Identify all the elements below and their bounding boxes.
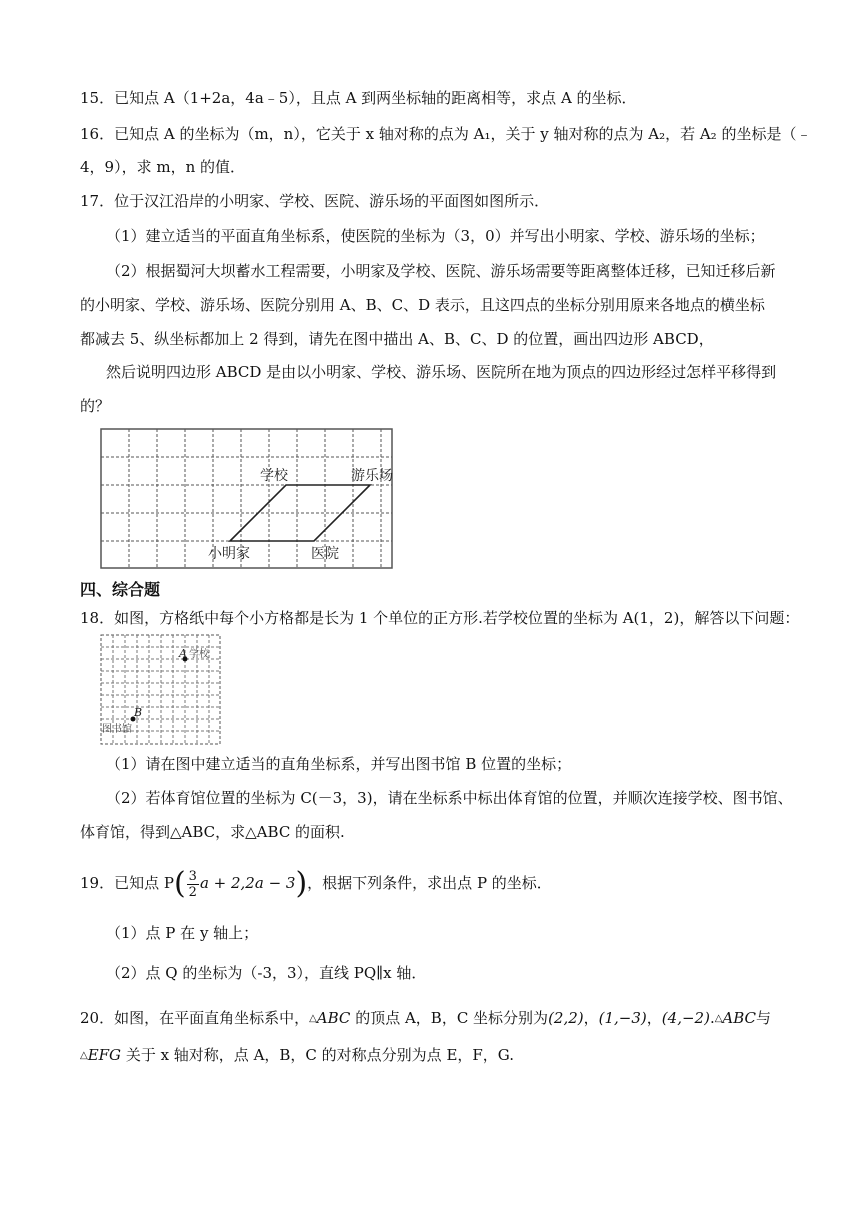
question-17-part-2-line-3: 都减去 5、纵坐标都加上 2 得到，请先在图中描出 A、B、C、D 的位置，画出四边形 ABCD， [80, 330, 714, 348]
paren-left: ( [173, 866, 186, 901]
question-16-line-1: 16．已知点 A 的坐标为（m，n），它关于 x 轴对称的点为 A₁，关于 y 轴对称的点为 A₂，若 A₂ 的坐标是（﹣ [80, 125, 812, 143]
question-20-with: 与 [756, 1009, 772, 1027]
coord-b: (1,−3) [598, 1009, 647, 1027]
question-18-line-1: 18．如图，方格纸中每个小方格都是长为 1 个单位的正方形.若学校位置的坐标为 A(1，2)，解答以下问题： [80, 609, 800, 627]
question-20-symmetry-text: 关于 x 轴对称，点 A，B，C 的对称点分别为点 E，F，G. [121, 1046, 515, 1064]
question-15: 15．已知点 A（1+2a，4a﹣5），且点 A 到两坐标轴的距离相等，求点 A 的坐标． [80, 89, 637, 107]
triangle-abc-2: ABC [722, 1009, 757, 1027]
label-park: 游乐场 [351, 468, 393, 484]
question-19-part-2: （2）点 Q 的坐标为（-3，3），直线 PQ∥x 轴． [106, 964, 427, 982]
question-19-prefix: 19．已知点 P [80, 874, 174, 892]
question-19 [80, 864, 552, 902]
figure-18-grid-map [100, 634, 222, 746]
question-19-suffix: ，根据下列条件，求出点 P 的坐标． [307, 874, 552, 892]
figure-17-grid-map [100, 428, 394, 570]
question-20-intro: 20．如图，在平面直角坐标系中， [80, 1009, 310, 1027]
question-16-line-2: 4，9），求 m，n 的值． [80, 158, 246, 176]
question-17-part-2-line-1: （2）根据蜀河大坝蓄水工程需要，小明家及学校、医院、游乐场需要等距离整体迁移，已知迁移后新 [106, 262, 776, 280]
fraction-three-halves [187, 869, 199, 900]
question-20-line-2 [80, 1045, 514, 1066]
label-hospital: 医院 [311, 546, 339, 562]
label-school: 学校 [260, 468, 288, 484]
question-18-part-1: （1）请在图中建立适当的直角坐标系，并写出图书馆 B 位置的坐标； [106, 755, 572, 773]
question-17-line-1: 17．位于汉江沿岸的小明家、学校、医院、游乐场的平面图如图所示． [80, 192, 550, 210]
triangle-symbol-3: △ [80, 1050, 88, 1061]
question-17-part-1: （1）建立适当的平面直角坐标系，使医院的坐标为（3，0）并写出小明家、学校、游乐场的坐标； [106, 227, 765, 245]
coord-c: (4,−2) [661, 1009, 710, 1027]
question-18-part-2-line-2: 体育馆，得到△ABC，求△ABC 的面积. [80, 823, 345, 841]
triangle-symbol: △ [309, 1013, 317, 1024]
question-20-line-1: 20．如图，在平面直角坐标系中，△ABC 的顶点 A，B，C 坐标分别为(2,2)，(1,−3)，(4,−2).△ABC与 [80, 1009, 772, 1027]
frac-numerator: 3 [188, 868, 197, 884]
question-18-part-2-line-1: （2）若体育馆位置的坐标为 C(－3，3)，请在坐标系中标出体育馆的位置，并顺次连接学校、图书馆、 [106, 789, 793, 807]
question-17-part-2-line-5: 的？ [80, 397, 111, 415]
question-20-vertices-text: 的顶点 A，B，C 坐标分别为 [350, 1009, 549, 1027]
triangle-symbol-2: △ [714, 1013, 723, 1024]
label-school-18: 学校 [189, 649, 209, 660]
triangle-efg: EFG [87, 1046, 122, 1064]
question-17-part-2-line-2: 的小明家、学校、游乐场、医院分别用 A、B、C、D 表示，且这四点的坐标分别用原来各地点的横坐标 [80, 296, 765, 314]
question-17-part-2-line-4: 然后说明四边形 ABCD 是由以小明家、学校、游乐场、医院所在地为顶点的四边形经过怎样平移得到 [106, 363, 777, 381]
question-19-expression: a + 2,2a − 3 [199, 874, 296, 892]
label-A: A [179, 647, 187, 660]
label-library: 图书馆 [102, 724, 132, 735]
frac-denominator: 2 [188, 884, 197, 900]
coord-a: (2,2) [548, 1009, 584, 1027]
label-B: B [134, 706, 143, 719]
question-19-part-1: （1）点 P 在 y 轴上； [106, 924, 259, 942]
paren-right: ) [295, 866, 308, 901]
label-home: 小明家 [208, 546, 250, 562]
section-4-heading: 四、综合题 [80, 580, 161, 599]
triangle-abc: ABC [316, 1009, 351, 1027]
